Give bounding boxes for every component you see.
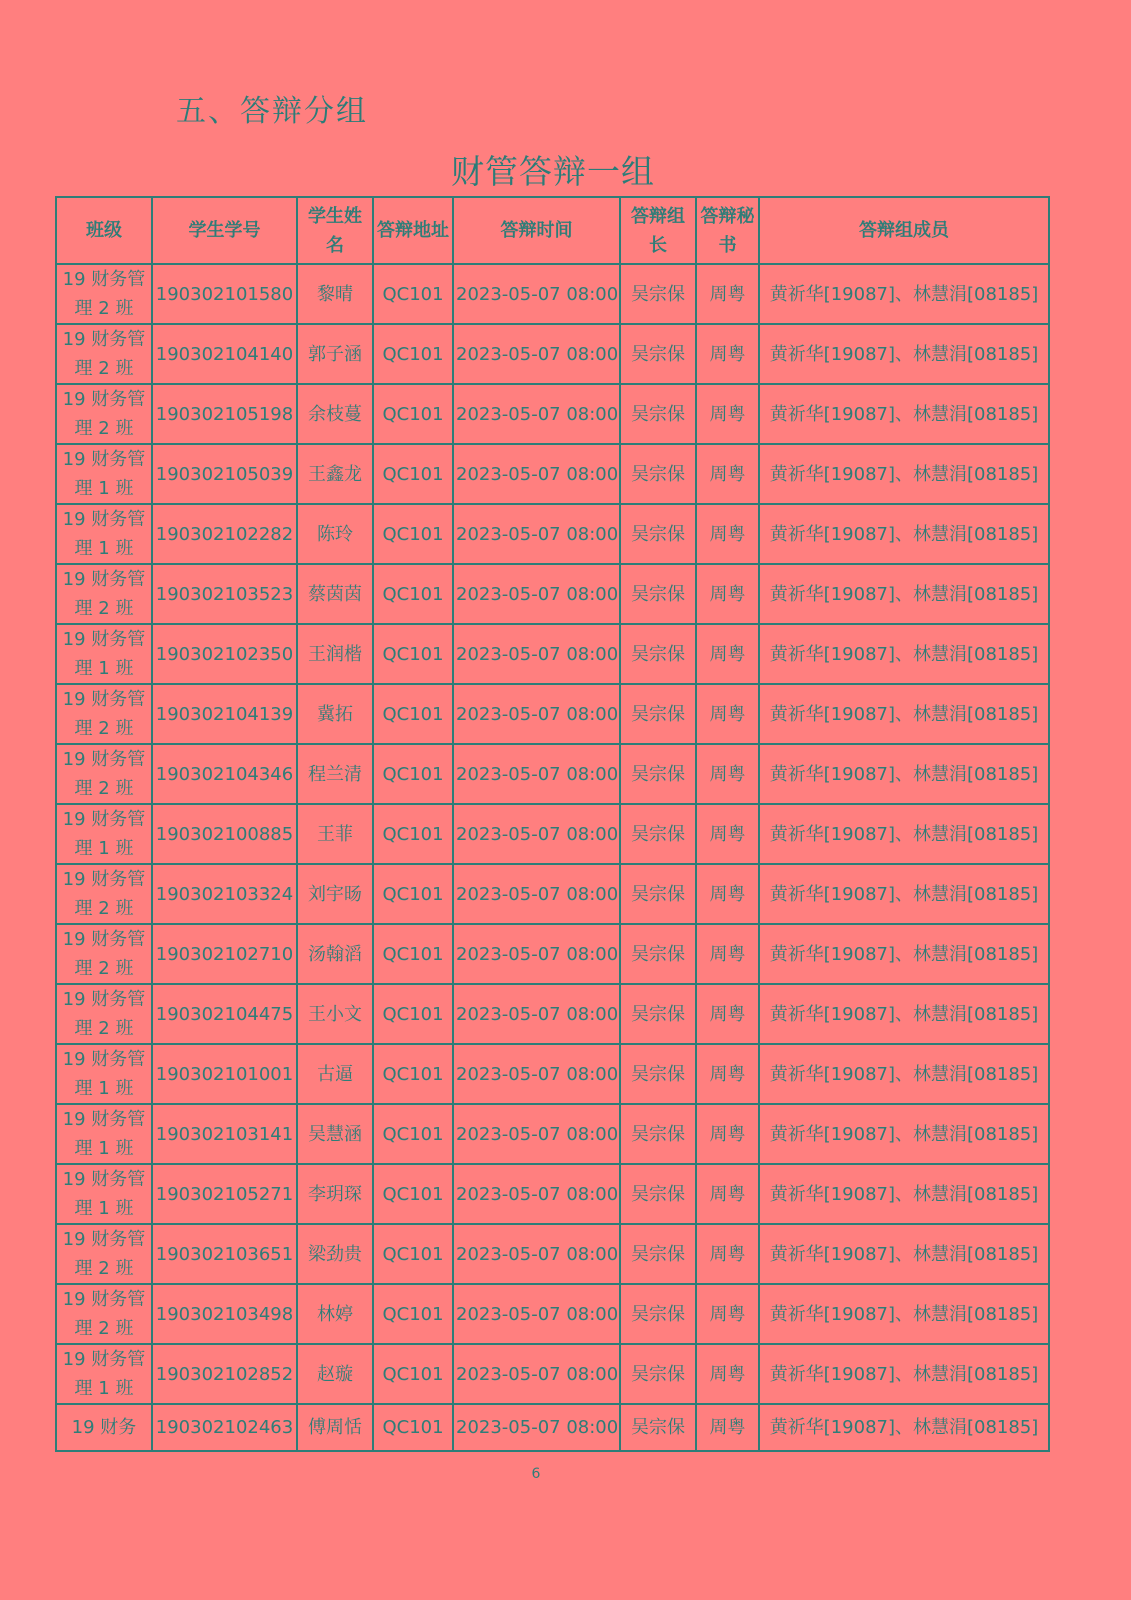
cell-student-id: 190302100885 bbox=[152, 804, 297, 864]
cell-location: QC101 bbox=[373, 1344, 453, 1404]
cell-time: 2023-05-07 08:00 bbox=[453, 504, 620, 564]
cell-location: QC101 bbox=[373, 1284, 453, 1344]
cell-leader: 吴宗保 bbox=[620, 1044, 696, 1104]
cell-leader: 吴宗保 bbox=[620, 624, 696, 684]
cell-location: QC101 bbox=[373, 1044, 453, 1104]
cell-student-id: 190302103651 bbox=[152, 1224, 297, 1284]
cell-student-name: 王鑫龙 bbox=[297, 444, 373, 504]
cell-student-name: 余枝蔓 bbox=[297, 384, 373, 444]
cell-student-name: 蔡茵茵 bbox=[297, 564, 373, 624]
cell-members: 黄祈华[19087]、林慧涓[08185] bbox=[759, 804, 1049, 864]
header-members: 答辩组成员 bbox=[759, 197, 1049, 264]
table-row bbox=[56, 1344, 1049, 1404]
cell-class: 19 财务管理 2 班 bbox=[56, 924, 152, 984]
cell-student-id: 190302105039 bbox=[152, 444, 297, 504]
cell-secretary: 周粤 bbox=[696, 864, 759, 924]
cell-leader: 吴宗保 bbox=[620, 384, 696, 444]
cell-class: 19 财务管理 2 班 bbox=[56, 564, 152, 624]
cell-student-name: 陈玲 bbox=[297, 504, 373, 564]
cell-leader: 吴宗保 bbox=[620, 984, 696, 1044]
cell-class: 19 财务管理 1 班 bbox=[56, 444, 152, 504]
header-student-id: 学生学号 bbox=[152, 197, 297, 264]
cell-student-id: 190302102852 bbox=[152, 1344, 297, 1404]
cell-class: 19 财务管理 1 班 bbox=[56, 504, 152, 564]
cell-class: 19 财务管理 2 班 bbox=[56, 984, 152, 1044]
table-row bbox=[56, 324, 1049, 384]
cell-time: 2023-05-07 08:00 bbox=[453, 1224, 620, 1284]
cell-location: QC101 bbox=[373, 684, 453, 744]
cell-class: 19 财务管理 1 班 bbox=[56, 1044, 152, 1104]
cell-location: QC101 bbox=[373, 444, 453, 504]
cell-location: QC101 bbox=[373, 864, 453, 924]
cell-members: 黄祈华[19087]、林慧涓[08185] bbox=[759, 324, 1049, 384]
table-title: 财管答辩一组 bbox=[451, 152, 655, 191]
cell-location: QC101 bbox=[373, 1224, 453, 1284]
cell-class: 19 财务管理 1 班 bbox=[56, 804, 152, 864]
cell-secretary: 周粤 bbox=[696, 504, 759, 564]
cell-leader: 吴宗保 bbox=[620, 1224, 696, 1284]
cell-student-id: 190302101580 bbox=[152, 264, 297, 324]
cell-time: 2023-05-07 08:00 bbox=[453, 384, 620, 444]
table-row bbox=[56, 1104, 1049, 1164]
cell-members: 黄祈华[19087]、林慧涓[08185] bbox=[759, 1404, 1049, 1451]
cell-student-name: 程兰清 bbox=[297, 744, 373, 804]
cell-secretary: 周粤 bbox=[696, 1104, 759, 1164]
cell-student-id: 190302102282 bbox=[152, 504, 297, 564]
cell-members: 黄祈华[19087]、林慧涓[08185] bbox=[759, 1104, 1049, 1164]
cell-members: 黄祈华[19087]、林慧涓[08185] bbox=[759, 624, 1049, 684]
cell-time: 2023-05-07 08:00 bbox=[453, 1344, 620, 1404]
cell-student-id: 190302104346 bbox=[152, 744, 297, 804]
cell-time: 2023-05-07 08:00 bbox=[453, 744, 620, 804]
cell-secretary: 周粤 bbox=[696, 804, 759, 864]
cell-student-name: 王小文 bbox=[297, 984, 373, 1044]
cell-members: 黄祈华[19087]、林慧涓[08185] bbox=[759, 1284, 1049, 1344]
cell-leader: 吴宗保 bbox=[620, 444, 696, 504]
cell-location: QC101 bbox=[373, 624, 453, 684]
cell-location: QC101 bbox=[373, 744, 453, 804]
cell-members: 黄祈华[19087]、林慧涓[08185] bbox=[759, 984, 1049, 1044]
cell-time: 2023-05-07 08:00 bbox=[453, 804, 620, 864]
defense-group-table bbox=[55, 196, 1050, 1452]
cell-student-name: 郭子涵 bbox=[297, 324, 373, 384]
cell-time: 2023-05-07 08:00 bbox=[453, 1044, 620, 1104]
table-row bbox=[56, 924, 1049, 984]
header-leader: 答辩组长 bbox=[620, 197, 696, 264]
cell-time: 2023-05-07 08:00 bbox=[453, 864, 620, 924]
cell-secretary: 周粤 bbox=[696, 324, 759, 384]
table-row bbox=[56, 504, 1049, 564]
cell-leader: 吴宗保 bbox=[620, 1284, 696, 1344]
table-row bbox=[56, 984, 1049, 1044]
cell-members: 黄祈华[19087]、林慧涓[08185] bbox=[759, 1224, 1049, 1284]
cell-secretary: 周粤 bbox=[696, 684, 759, 744]
cell-secretary: 周粤 bbox=[696, 744, 759, 804]
cell-time: 2023-05-07 08:00 bbox=[453, 1164, 620, 1224]
cell-time: 2023-05-07 08:00 bbox=[453, 684, 620, 744]
cell-student-name: 刘宇旸 bbox=[297, 864, 373, 924]
cell-members: 黄祈华[19087]、林慧涓[08185] bbox=[759, 564, 1049, 624]
cell-student-name: 冀拓 bbox=[297, 684, 373, 744]
cell-secretary: 周粤 bbox=[696, 1224, 759, 1284]
cell-student-id: 190302103324 bbox=[152, 864, 297, 924]
table-row bbox=[56, 744, 1049, 804]
cell-location: QC101 bbox=[373, 804, 453, 864]
table-row bbox=[56, 624, 1049, 684]
table-row bbox=[56, 264, 1049, 324]
cell-student-name: 古逼 bbox=[297, 1044, 373, 1104]
table-row bbox=[56, 1224, 1049, 1284]
header-location: 答辩地址 bbox=[373, 197, 453, 264]
section-title: 五、答辩分组 bbox=[176, 94, 368, 129]
cell-student-name: 傅周恬 bbox=[297, 1404, 373, 1451]
cell-class: 19 财务管理 1 班 bbox=[56, 624, 152, 684]
header-secretary: 答辩秘书 bbox=[696, 197, 759, 264]
table-row bbox=[56, 864, 1049, 924]
table-row bbox=[56, 384, 1049, 444]
cell-time: 2023-05-07 08:00 bbox=[453, 624, 620, 684]
cell-leader: 吴宗保 bbox=[620, 684, 696, 744]
cell-class: 19 财务管理 1 班 bbox=[56, 1344, 152, 1404]
cell-secretary: 周粤 bbox=[696, 984, 759, 1044]
cell-student-id: 190302103141 bbox=[152, 1104, 297, 1164]
cell-leader: 吴宗保 bbox=[620, 564, 696, 624]
header-class: 班级 bbox=[56, 197, 152, 264]
cell-student-name: 王润楷 bbox=[297, 624, 373, 684]
cell-location: QC101 bbox=[373, 324, 453, 384]
header-student-name: 学生姓名 bbox=[297, 197, 373, 264]
cell-secretary: 周粤 bbox=[696, 1164, 759, 1224]
cell-members: 黄祈华[19087]、林慧涓[08185] bbox=[759, 504, 1049, 564]
cell-student-id: 190302105271 bbox=[152, 1164, 297, 1224]
cell-student-name: 李玥琛 bbox=[297, 1164, 373, 1224]
cell-members: 黄祈华[19087]、林慧涓[08185] bbox=[759, 444, 1049, 504]
cell-student-id: 190302105198 bbox=[152, 384, 297, 444]
table-row bbox=[56, 1164, 1049, 1224]
cell-student-id: 190302104475 bbox=[152, 984, 297, 1044]
cell-location: QC101 bbox=[373, 504, 453, 564]
cell-members: 黄祈华[19087]、林慧涓[08185] bbox=[759, 1164, 1049, 1224]
cell-student-id: 190302103523 bbox=[152, 564, 297, 624]
cell-class: 19 财务 bbox=[56, 1404, 152, 1451]
cell-location: QC101 bbox=[373, 1164, 453, 1224]
cell-members: 黄祈华[19087]、林慧涓[08185] bbox=[759, 684, 1049, 744]
cell-time: 2023-05-07 08:00 bbox=[453, 444, 620, 504]
cell-leader: 吴宗保 bbox=[620, 864, 696, 924]
header-row bbox=[56, 197, 1049, 264]
cell-leader: 吴宗保 bbox=[620, 1104, 696, 1164]
cell-location: QC101 bbox=[373, 564, 453, 624]
cell-members: 黄祈华[19087]、林慧涓[08185] bbox=[759, 1344, 1049, 1404]
table-row bbox=[56, 564, 1049, 624]
cell-class: 19 财务管理 2 班 bbox=[56, 1284, 152, 1344]
cell-secretary: 周粤 bbox=[696, 1404, 759, 1451]
cell-time: 2023-05-07 08:00 bbox=[453, 1104, 620, 1164]
cell-student-name: 吴慧涵 bbox=[297, 1104, 373, 1164]
cell-leader: 吴宗保 bbox=[620, 924, 696, 984]
cell-student-id: 190302102463 bbox=[152, 1404, 297, 1451]
cell-student-id: 190302104139 bbox=[152, 684, 297, 744]
cell-location: QC101 bbox=[373, 384, 453, 444]
cell-leader: 吴宗保 bbox=[620, 504, 696, 564]
cell-class: 19 财务管理 1 班 bbox=[56, 1104, 152, 1164]
cell-secretary: 周粤 bbox=[696, 564, 759, 624]
cell-members: 黄祈华[19087]、林慧涓[08185] bbox=[759, 264, 1049, 324]
cell-location: QC101 bbox=[373, 264, 453, 324]
cell-time: 2023-05-07 08:00 bbox=[453, 984, 620, 1044]
cell-time: 2023-05-07 08:00 bbox=[453, 1404, 620, 1451]
cell-leader: 吴宗保 bbox=[620, 1344, 696, 1404]
cell-class: 19 财务管理 2 班 bbox=[56, 744, 152, 804]
table-body bbox=[56, 264, 1049, 1451]
cell-student-id: 190302102350 bbox=[152, 624, 297, 684]
cell-leader: 吴宗保 bbox=[620, 1164, 696, 1224]
cell-time: 2023-05-07 08:00 bbox=[453, 324, 620, 384]
cell-student-id: 190302102710 bbox=[152, 924, 297, 984]
table-row bbox=[56, 1044, 1049, 1104]
cell-members: 黄祈华[19087]、林慧涓[08185] bbox=[759, 744, 1049, 804]
cell-student-id: 190302104140 bbox=[152, 324, 297, 384]
cell-student-name: 黎晴 bbox=[297, 264, 373, 324]
cell-location: QC101 bbox=[373, 1404, 453, 1451]
cell-secretary: 周粤 bbox=[696, 1284, 759, 1344]
cell-student-name: 汤翰滔 bbox=[297, 924, 373, 984]
header-time: 答辩时间 bbox=[453, 197, 620, 264]
cell-student-id: 190302101001 bbox=[152, 1044, 297, 1104]
cell-class: 19 财务管理 2 班 bbox=[56, 324, 152, 384]
table-row bbox=[56, 1284, 1049, 1344]
cell-secretary: 周粤 bbox=[696, 1344, 759, 1404]
cell-time: 2023-05-07 08:00 bbox=[453, 564, 620, 624]
cell-members: 黄祈华[19087]、林慧涓[08185] bbox=[759, 924, 1049, 984]
cell-secretary: 周粤 bbox=[696, 624, 759, 684]
cell-secretary: 周粤 bbox=[696, 924, 759, 984]
cell-leader: 吴宗保 bbox=[620, 744, 696, 804]
cell-student-name: 林婷 bbox=[297, 1284, 373, 1344]
cell-class: 19 财务管理 1 班 bbox=[56, 1164, 152, 1224]
cell-leader: 吴宗保 bbox=[620, 804, 696, 864]
cell-class: 19 财务管理 2 班 bbox=[56, 384, 152, 444]
cell-leader: 吴宗保 bbox=[620, 1404, 696, 1451]
cell-student-name: 王菲 bbox=[297, 804, 373, 864]
table-row bbox=[56, 684, 1049, 744]
table-row bbox=[56, 444, 1049, 504]
cell-members: 黄祈华[19087]、林慧涓[08185] bbox=[759, 864, 1049, 924]
cell-location: QC101 bbox=[373, 984, 453, 1044]
cell-location: QC101 bbox=[373, 924, 453, 984]
cell-student-name: 梁劲贵 bbox=[297, 1224, 373, 1284]
cell-members: 黄祈华[19087]、林慧涓[08185] bbox=[759, 1044, 1049, 1104]
cell-secretary: 周粤 bbox=[696, 1044, 759, 1104]
cell-leader: 吴宗保 bbox=[620, 324, 696, 384]
cell-secretary: 周粤 bbox=[696, 264, 759, 324]
cell-class: 19 财务管理 2 班 bbox=[56, 684, 152, 744]
cell-class: 19 财务管理 2 班 bbox=[56, 864, 152, 924]
cell-secretary: 周粤 bbox=[696, 444, 759, 504]
cell-student-id: 190302103498 bbox=[152, 1284, 297, 1344]
cell-class: 19 财务管理 2 班 bbox=[56, 264, 152, 324]
cell-time: 2023-05-07 08:00 bbox=[453, 924, 620, 984]
cell-class: 19 财务管理 2 班 bbox=[56, 1224, 152, 1284]
cell-location: QC101 bbox=[373, 1104, 453, 1164]
cell-time: 2023-05-07 08:00 bbox=[453, 1284, 620, 1344]
cell-time: 2023-05-07 08:00 bbox=[453, 264, 620, 324]
cell-members: 黄祈华[19087]、林慧涓[08185] bbox=[759, 384, 1049, 444]
cell-student-name: 赵璇 bbox=[297, 1344, 373, 1404]
cell-leader: 吴宗保 bbox=[620, 264, 696, 324]
page-number: 6 bbox=[531, 1466, 541, 1482]
cell-secretary: 周粤 bbox=[696, 384, 759, 444]
table-row bbox=[56, 1404, 1049, 1451]
table-row bbox=[56, 804, 1049, 864]
